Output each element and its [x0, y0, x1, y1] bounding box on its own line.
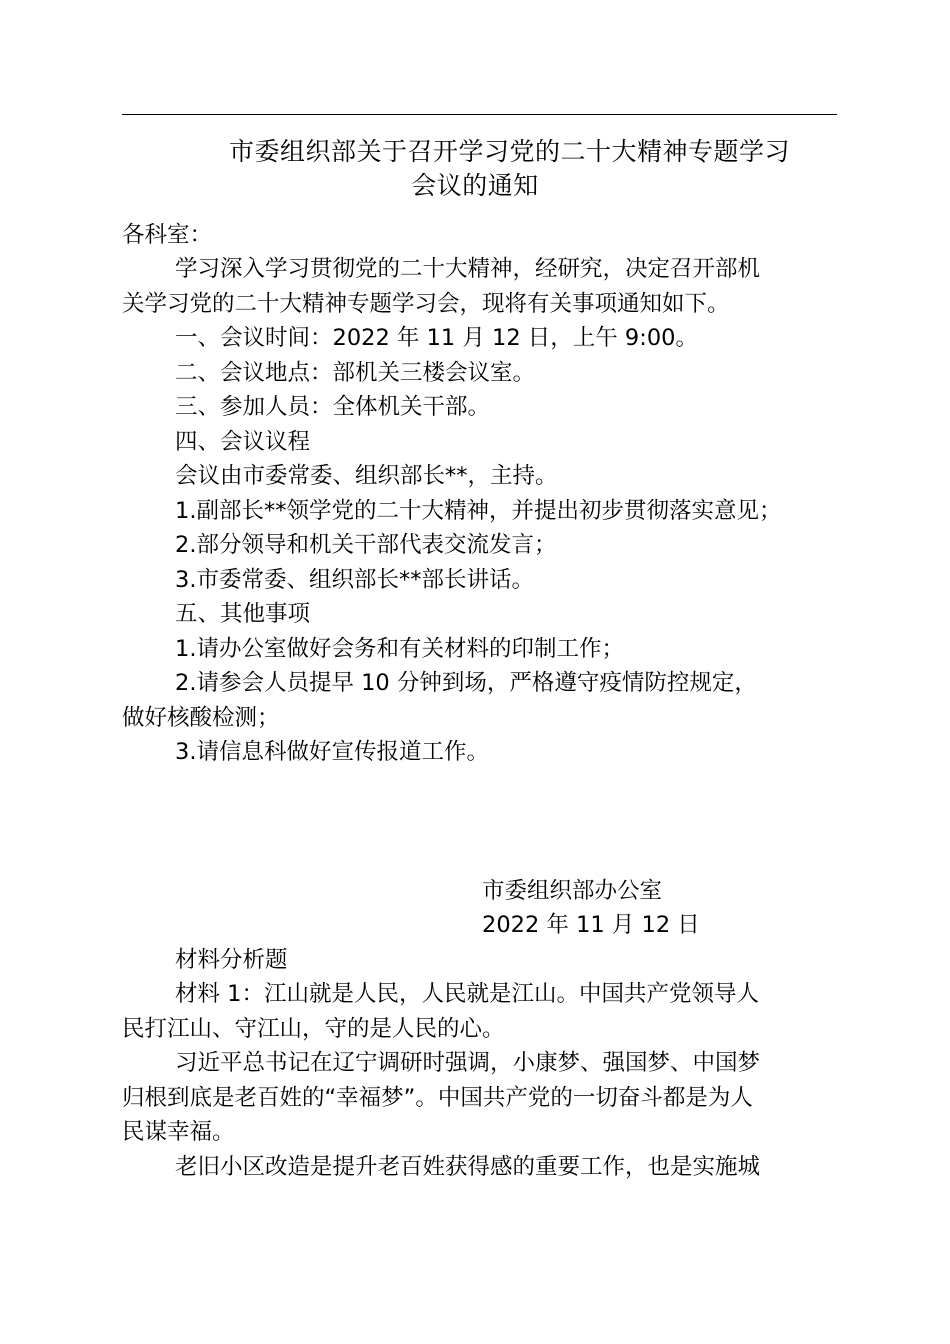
material-line: 民打江山、守江山，守的是人民的心。 [122, 1016, 505, 1042]
other-matter-item: 2.请参会人员提早 10 分钟到场，严格遵守疫情防控规定， [175, 670, 757, 696]
meeting-time: 一、会议时间：2022 年 11 月 12 日，上午 9:00。 [175, 325, 698, 351]
agenda-item: 2.部分领导和机关干部代表交流发言； [175, 532, 557, 558]
other-matter-item: 1.请办公室做好会务和有关材料的印制工作； [175, 636, 624, 662]
other-matter-item-cont: 做好核酸检测； [122, 705, 280, 731]
other-matter-item: 3.请信息科做好宣传报道工作。 [175, 739, 489, 765]
material-line: 习近平总书记在辽宁调研时强调，小康梦、强国梦、中国梦 [175, 1050, 761, 1076]
material-line: 老旧小区改造是提升老百姓获得感的重要工作，也是实施城 [175, 1154, 761, 1180]
salutation: 各科室： [122, 222, 213, 248]
paragraph-line: 学习深入学习贯彻党的二十大精神，经研究，决定召开部机 [175, 256, 761, 282]
other-matters-heading: 五、其他事项 [175, 601, 311, 627]
agenda-heading: 四、会议议程 [175, 429, 311, 455]
agenda-item: 1.副部长**领学党的二十大精神，并提出初步贯彻落实意见； [175, 498, 782, 524]
signature-date: 2022 年 11 月 12 日 [482, 912, 700, 938]
meeting-attendees: 三、参加人员：全体机关干部。 [175, 394, 491, 420]
document-title-line-1: 市委组织部关于召开学习党的二十大精神专题学习 [228, 137, 790, 166]
agenda-host: 会议由市委常委、组织部长**，主持。 [175, 463, 558, 489]
material-line: 民谋幸福。 [122, 1119, 235, 1145]
agenda-item: 3.市委常委、组织部长**部长讲话。 [175, 567, 534, 593]
signature-org: 市委组织部办公室 [482, 878, 663, 904]
material-heading: 材料分析题 [175, 947, 288, 973]
paragraph-line: 关学习党的二十大精神专题学习会，现将有关事项通知如下。 [122, 291, 730, 317]
header-rule [122, 114, 837, 115]
material-line: 归根到底是老百姓的“幸福梦”。中国共产党的一切奋斗都是为人 [122, 1085, 753, 1111]
material-line: 材料 1：江山就是人民，人民就是江山。中国共产党领导人 [175, 981, 759, 1007]
meeting-location: 二、会议地点：部机关三楼会议室。 [175, 360, 536, 386]
document-title-line-2: 会议的通知 [411, 171, 539, 200]
